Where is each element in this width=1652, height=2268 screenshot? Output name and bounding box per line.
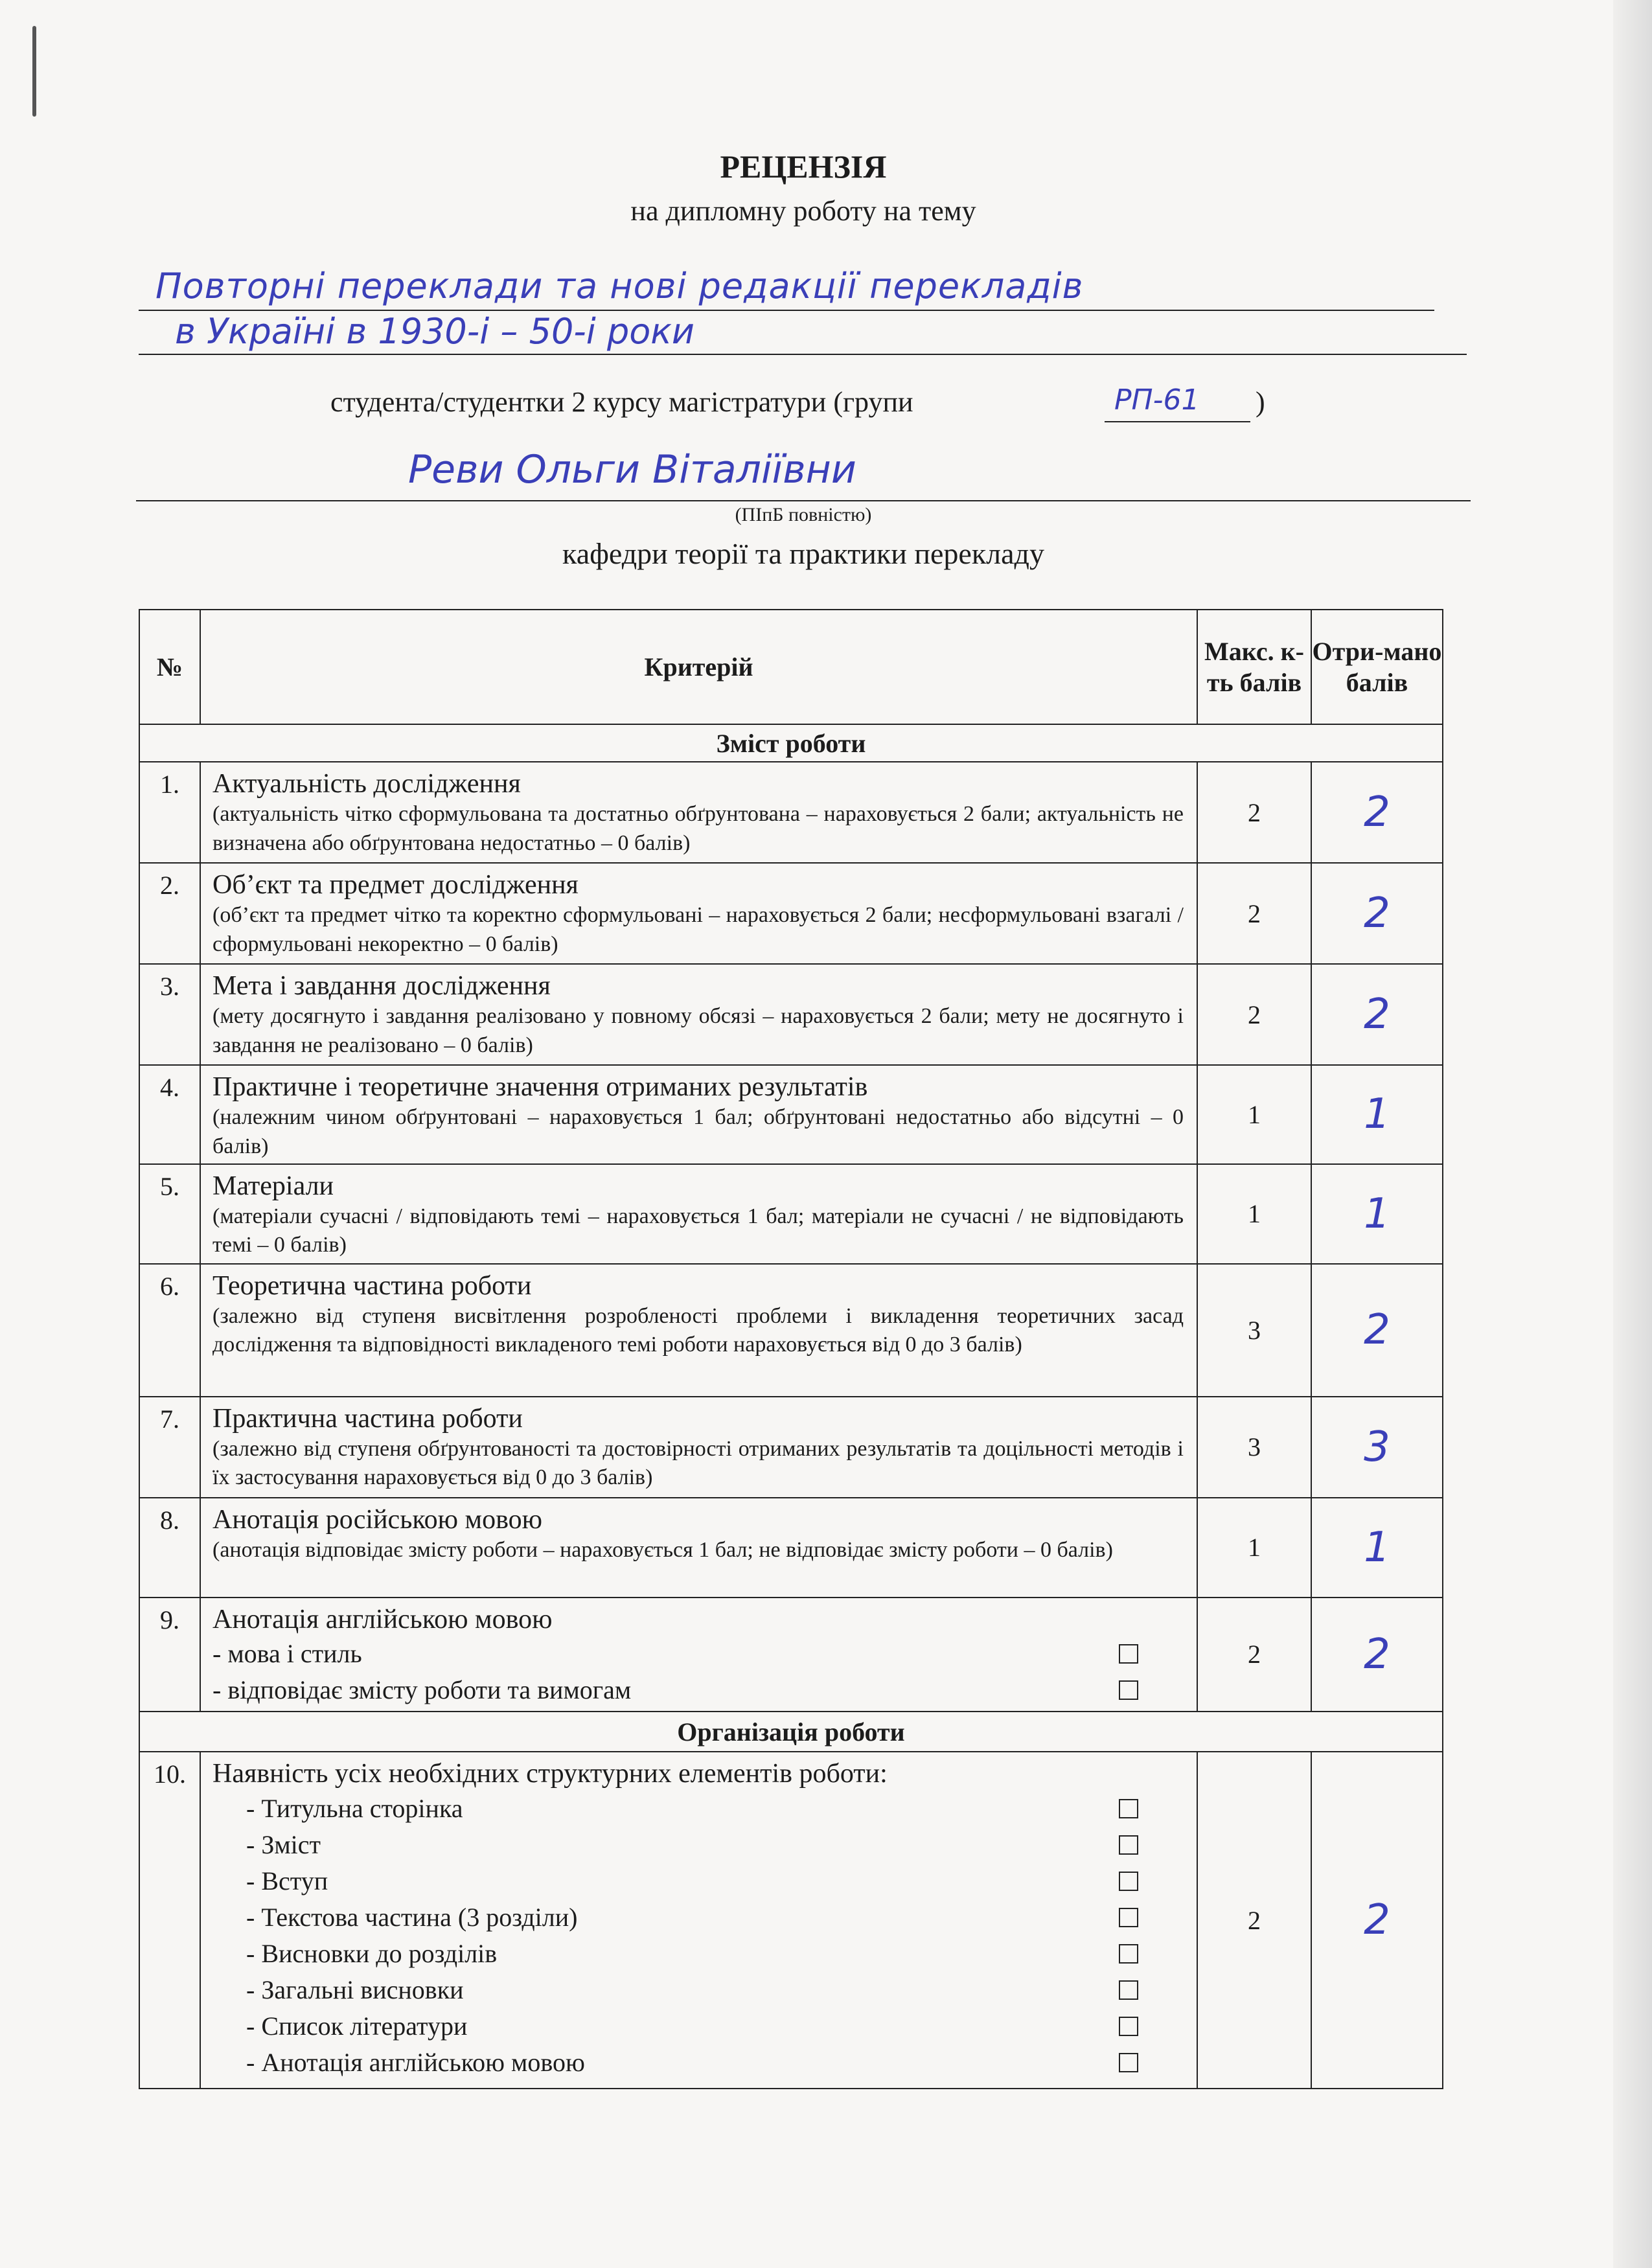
received-score: 2 xyxy=(1311,1264,1443,1397)
topic-line-1: Повторні переклади та нові редакції перекладів xyxy=(155,266,1084,306)
received-score: 1 xyxy=(1311,1498,1443,1598)
max-score: 2 xyxy=(1197,1598,1311,1712)
checklist-label: - Список літератури xyxy=(246,2011,468,2041)
checklist-item xyxy=(212,1791,1184,1827)
checklist-label: - Вступ xyxy=(246,1866,328,1896)
scan-mark xyxy=(32,26,36,117)
table-row xyxy=(139,1264,1443,1397)
checkbox[interactable] xyxy=(1119,1680,1138,1700)
row-number: 9. xyxy=(139,1598,200,1712)
checkbox[interactable] xyxy=(1119,2017,1138,2036)
checklist-label: - Загальні висновки xyxy=(246,1975,464,2004)
criterion-description: (анотація відповідає змісту роботи – нараховується 1 бал; не відповідає змісту роботи – 0 балів) xyxy=(212,1538,1113,1563)
checklist-item xyxy=(212,1636,1184,1672)
checklist-item xyxy=(212,1936,1184,1972)
student-label: студента/студентки 2 курсу магістратури (групи xyxy=(330,386,913,418)
checkbox[interactable] xyxy=(1119,1944,1138,1964)
table-row xyxy=(139,1164,1443,1264)
received-score: 2 xyxy=(1311,1598,1443,1712)
row-number: 6. xyxy=(139,1264,200,1397)
checkbox[interactable] xyxy=(1119,1980,1138,2000)
table-row xyxy=(139,762,1443,863)
criterion-cell xyxy=(200,964,1197,1065)
close-paren: ) xyxy=(1256,386,1265,418)
checklist-item xyxy=(212,1899,1184,1936)
criterion-cell xyxy=(200,1498,1197,1598)
max-score: 2 xyxy=(1197,964,1311,1065)
col-got: Отри-мано балів xyxy=(1311,610,1443,724)
group-underline xyxy=(1105,421,1250,422)
criterion-description: (актуальність чітко сформульована та достатньо обґрунтована – нараховується 2 бали; актуальність не визначена або обґрунтована недостатньо – 0 балів) xyxy=(212,802,1184,855)
section-content: Зміст роботи xyxy=(139,724,1443,762)
criterion-title: Практичне і теоретичне значення отриманих результатів xyxy=(212,1072,868,1102)
criterion-description: (об’єкт та предмет чітко та коректно сформульовані – нараховується 2 бали; несформульовані взагалі / сформульовані некоректно – 0 балів) xyxy=(212,903,1184,956)
max-score: 2 xyxy=(1197,762,1311,863)
checklist-label: - мова і стиль xyxy=(212,1639,362,1669)
department: кафедри теорії та практики перекладу xyxy=(562,537,1044,570)
criterion-cell xyxy=(200,1264,1197,1397)
criterion-cell xyxy=(200,1397,1197,1498)
received-score: 2 xyxy=(1311,762,1443,863)
criterion-title: Анотація російською мовою xyxy=(212,1504,543,1535)
received-score: 3 xyxy=(1311,1397,1443,1498)
row-number: 7. xyxy=(139,1397,200,1498)
table-header-row xyxy=(139,610,1443,724)
checklist-item xyxy=(212,2045,1184,2081)
col-criterion: Критерій xyxy=(200,610,1197,724)
checkbox[interactable] xyxy=(1119,2053,1138,2072)
criterion-title: Матеріали xyxy=(212,1171,334,1201)
checklist-label: - відповідає змісту роботи та вимогам xyxy=(212,1675,632,1705)
max-score: 3 xyxy=(1197,1397,1311,1498)
criterion-title: Практична частина роботи xyxy=(212,1403,523,1434)
topic-underline-2 xyxy=(139,354,1467,355)
checkbox[interactable] xyxy=(1119,1872,1138,1891)
checklist-item xyxy=(212,1672,1184,1708)
name-caption: (ПІпБ повністю) xyxy=(735,504,872,525)
criterion-description: (залежно від ступеня висвітлення розробленості проблеми і викладення теоретичних засад дослідження та відповідності викладеного темі роботи нараховується від 0 до 3 балів) xyxy=(212,1304,1184,1357)
criterion-title: Теоретична частина роботи xyxy=(212,1270,532,1301)
received-score: 1 xyxy=(1311,1164,1443,1264)
table-row xyxy=(139,964,1443,1065)
row-number: 8. xyxy=(139,1498,200,1598)
criterion-cell xyxy=(200,863,1197,964)
criterion-title: Наявність усіх необхідних структурних елементів роботи: xyxy=(212,1759,888,1789)
max-score: 1 xyxy=(1197,1164,1311,1264)
received-score: 2 xyxy=(1311,863,1443,964)
checkbox[interactable] xyxy=(1119,1835,1138,1855)
checkbox[interactable] xyxy=(1119,1908,1138,1927)
received-score: 2 xyxy=(1311,964,1443,1065)
max-score: 2 xyxy=(1197,1752,1311,2089)
table-row xyxy=(139,863,1443,964)
criterion-title: Мета і завдання дослідження xyxy=(212,971,551,1001)
criterion-title: Анотація англійською мовою xyxy=(212,1604,553,1634)
row-number: 4. xyxy=(139,1065,200,1164)
document-subtitle: на дипломну роботу на тему xyxy=(630,195,976,227)
document-title: РЕЦЕНЗІЯ xyxy=(720,148,887,185)
criterion-description: (матеріали сучасні / відповідають темі – нараховується 1 бал; матеріали не сучасні / не відповідають темі – 0 балів) xyxy=(212,1204,1184,1257)
received-score: 1 xyxy=(1311,1065,1443,1164)
checklist-item xyxy=(212,2008,1184,2045)
max-score: 2 xyxy=(1197,863,1311,964)
table-row xyxy=(139,1752,1443,2089)
row-number: 2. xyxy=(139,863,200,964)
row-number: 3. xyxy=(139,964,200,1065)
checklist-item xyxy=(212,1827,1184,1863)
criterion-cell xyxy=(200,1752,1197,2089)
checklist-label: - Висновки до розділів xyxy=(246,1938,498,1968)
criteria-table xyxy=(139,609,1443,2089)
col-max: Макс. к-ть балів xyxy=(1197,610,1311,724)
criterion-cell xyxy=(200,1598,1197,1712)
checklist-label: - Анотація англійською мовою xyxy=(246,2047,585,2077)
table-row xyxy=(139,1598,1443,1712)
checkbox[interactable] xyxy=(1119,1799,1138,1818)
criterion-description: (мету досягнуто і завдання реалізовано у повному обсязі – нараховується 2 бали; мету не досягнуто і завдання не реалізовано – 0 балів) xyxy=(212,1004,1184,1057)
checklist-item xyxy=(212,1972,1184,2008)
checklist-label: - Текстова частина (3 розділи) xyxy=(246,1902,578,1932)
criterion-cell xyxy=(200,762,1197,863)
checklist-label: - Зміст xyxy=(246,1829,321,1859)
name-underline xyxy=(136,500,1471,501)
criterion-cell xyxy=(200,1164,1197,1264)
col-num: № xyxy=(139,610,200,724)
checkbox[interactable] xyxy=(1119,1644,1138,1664)
criterion-title: Об’єкт та предмет дослідження xyxy=(212,870,579,900)
table-row xyxy=(139,1397,1443,1498)
criterion-description: (належним чином обґрунтовані – нараховується 1 бал; обґрунтовані недостатньо або відсутні – 0 балів) xyxy=(212,1105,1184,1158)
page-edge-shadow xyxy=(1613,0,1652,2268)
row-number: 1. xyxy=(139,762,200,863)
max-score: 1 xyxy=(1197,1498,1311,1598)
table-row xyxy=(139,1498,1443,1598)
student-name: Реви Ольги Віталіївни xyxy=(408,447,856,492)
table-row xyxy=(139,1065,1443,1164)
criterion-title: Актуальність дослідження xyxy=(212,769,521,799)
max-score: 3 xyxy=(1197,1264,1311,1397)
row-number: 10. xyxy=(139,1752,200,2089)
section-organization: Організація роботи xyxy=(139,1712,1443,1752)
row-number: 5. xyxy=(139,1164,200,1264)
received-score: 2 xyxy=(1311,1752,1443,2089)
max-score: 1 xyxy=(1197,1065,1311,1164)
checklist-label: - Титульна сторінка xyxy=(246,1793,463,1823)
checklist-item xyxy=(212,1863,1184,1899)
group-value: РП-61 xyxy=(1114,384,1200,417)
criterion-cell xyxy=(200,1065,1197,1164)
criterion-description: (залежно від ступеня обґрунтованості та достовірності отриманих результатів та доцільності методів і їх застосування нараховується від 0 до 3 балів) xyxy=(212,1437,1184,1490)
topic-line-2: в Україні в 1930-і – 50-і роки xyxy=(175,311,694,352)
